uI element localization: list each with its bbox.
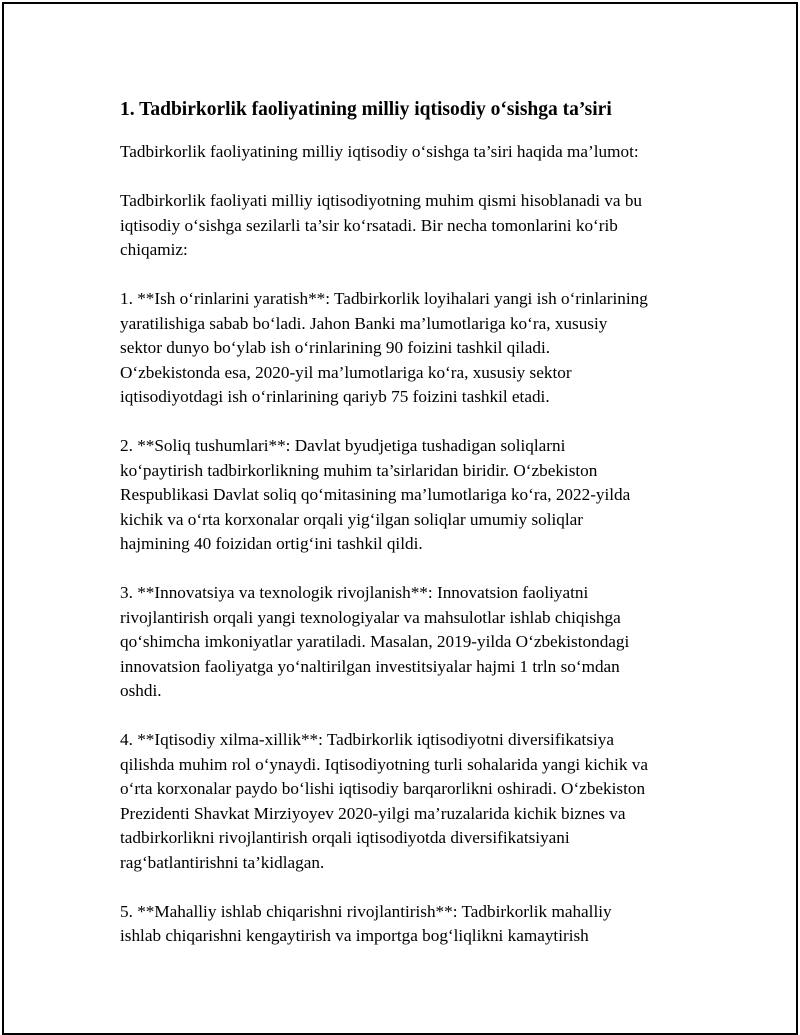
text-line: qilishda muhim rol o‘ynaydi. Iqtisodiyotning turli sohalarida yangi kichik va [120, 754, 648, 774]
point-5-paragraph [120, 900, 700, 949]
text-line: iqtisodiy o‘sishga sezilarli ta’sir ko‘rsatadi. Bir necha tomonlarini ko‘rib [120, 215, 618, 235]
intro-paragraph [120, 140, 700, 165]
text-line: Tadbirkorlik faoliyati milliy iqtisodiyotning muhim qismi hisoblanadi va bu [120, 191, 643, 210]
text-line: kichik va o‘rta korxonalar orqali yig‘ilgan soliqlar umumiy soliqlar [120, 509, 583, 529]
text-line: oshdi. [120, 681, 162, 700]
text-line: chiqamiz: [120, 240, 188, 259]
text-line: o‘rta korxonalar paydo bo‘lishi iqtisodiy barqarorlikni oshiradi. O‘zbekiston [120, 779, 646, 798]
point-3-paragraph [120, 581, 700, 704]
point-4-paragraph [120, 728, 700, 875]
point-2-paragraph [120, 434, 700, 557]
text-line: sektor dunyo bo‘ylab ish o‘rinlarining 90 foizini tashkil qiladi. [120, 338, 551, 357]
text-line: yaratilishiga sabab bo‘ladi. Jahon Banki ma’lumotlariga ko‘ra, xususiy [120, 313, 608, 333]
text-line: ko‘paytirish tadbirkorlikning muhim ta’sirlaridan biridir. O‘zbekiston [120, 460, 598, 480]
document-title: 1. Tadbirkorlik faoliyatining milliy iqtisodiy o‘sishga ta’siri [120, 99, 612, 120]
text-line: tadbirkorlikni rivojlantirish orqali iqtisodiyotda diversifikatsiyani [120, 828, 570, 847]
text-line: Respublikasi Davlat soliq qo‘mitasining ma’lumotlariga ko‘ra, 2022-yilda [120, 485, 631, 504]
text-line: hajmining 40 foizidan ortig‘ini tashkil qildi. [120, 534, 423, 553]
point-1-paragraph [120, 287, 700, 410]
text-line: 2. **Soliq tushumlari**: Davlat byudjetiga tushadigan soliqlarni [120, 436, 566, 455]
text-line: iqtisodiyotdagi ish o‘rinlarining qariyb 75 foizini tashkil etadi. [120, 387, 550, 406]
text-line: O‘zbekistonda esa, 2020-yil ma’lumotlariga ko‘ra, xususiy sektor [120, 362, 572, 382]
text-line: rag‘batlantirishni ta’kidlagan. [120, 852, 325, 872]
document-body [120, 96, 700, 973]
text-line: innovatsion faoliyatga yo‘naltirilgan investitsiyalar hajmi 1 trln so‘mdan [120, 656, 620, 676]
overview-paragraph [120, 189, 700, 263]
text-line: 3. **Innovatsiya va texnologik rivojlanish**: Innovatsion faoliyatni [120, 583, 589, 602]
text-line: 4. **Iqtisodiy xilma-xillik**: Tadbirkorlik iqtisodiyotni diversifikatsiya [120, 730, 615, 749]
text-line: qo‘shimcha imkoniyatlar yaratiladi. Masalan, 2019-yilda O‘zbekistondagi [120, 632, 630, 651]
text-line: ishlab chiqarishni kengaytirish va importga bog‘liqlikni kamaytirish [120, 926, 589, 945]
text-line: Prezidenti Shavkat Mirziyoyev 2020-yilgi ma’ruzalarida kichik biznes va [120, 803, 626, 823]
text-line: 1. **Ish o‘rinlarini yaratish**: Tadbirkorlik loyihalari yangi ish o‘rinlarining [120, 289, 648, 308]
document-page [2, 2, 798, 1035]
text-line: 5. **Mahalliy ishlab chiqarishni rivojlantirish**: Tadbirkorlik mahalliy [120, 901, 612, 921]
text-line: rivojlantirish orqali yangi texnologiyalar va mahsulotlar ishlab chiqishga [120, 607, 621, 627]
text-line: Tadbirkorlik faoliyatining milliy iqtisodiy o‘sishga ta’siri haqida ma’lumot: [120, 142, 639, 161]
